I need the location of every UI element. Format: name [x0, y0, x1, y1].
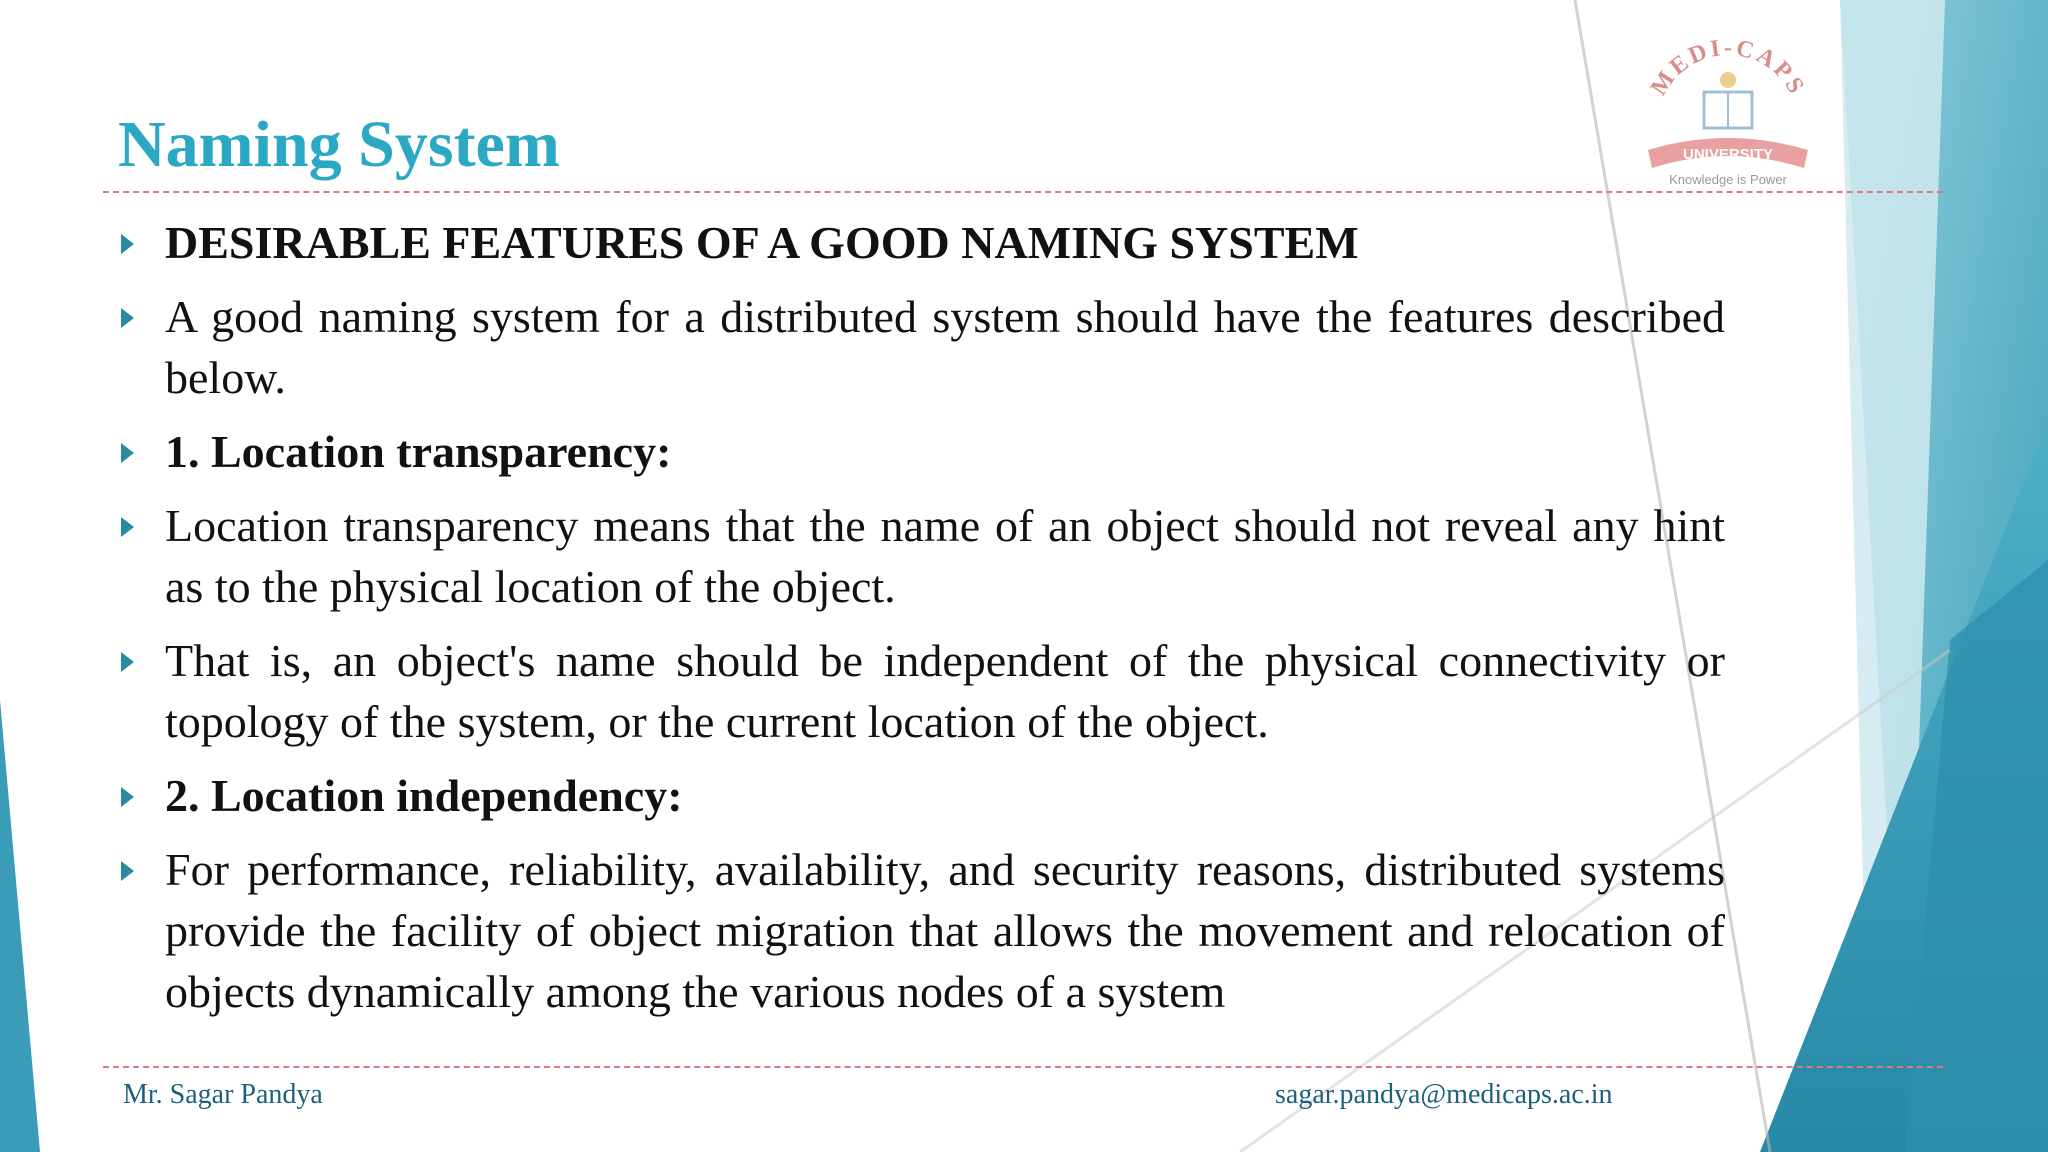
- svg-text:MEDI-CAPS: MEDI-CAPS: [1645, 34, 1811, 101]
- bullet-item: [115, 765, 1725, 826]
- bullet-arrow-icon: [121, 443, 134, 463]
- bullet-arrow-icon: [121, 234, 134, 254]
- svg-text:UNIVERSITY: UNIVERSITY: [1682, 146, 1774, 163]
- bullet-item: [115, 839, 1725, 1022]
- svg-text:Knowledge is Power: Knowledge is Power: [1669, 172, 1787, 187]
- bullet-arrow-icon: [121, 308, 134, 328]
- footer-email: sagar.pandya@medicaps.ac.in: [1275, 1079, 1613, 1110]
- bullet-item: [115, 630, 1725, 752]
- footer-author: Mr. Sagar Pandya: [123, 1079, 323, 1110]
- bullet-item: [115, 212, 1725, 273]
- bullet-item: [115, 421, 1725, 482]
- bullet-arrow-icon: [121, 652, 134, 672]
- bullet-text: A good naming system for a distributed system should have the features described below.: [165, 291, 1725, 403]
- bullet-arrow-icon: [121, 861, 134, 881]
- footer-divider: [103, 1066, 1943, 1068]
- bullet-text: 2. Location independency:: [165, 770, 683, 821]
- bullet-item: [115, 495, 1725, 617]
- left-facet: [0, 700, 40, 1152]
- bullet-text: Location transparency means that the name of an object should not reveal any hint as to the physical location of the object.: [165, 500, 1725, 612]
- bullet-item: [115, 286, 1725, 408]
- medicaps-logo: [1618, 30, 1838, 190]
- bullet-text: For performance, reliability, availability, and security reasons, distributed systems provide the facility of object migration that allows the movement and relocation of objects dynamically among the various nodes of a system: [165, 844, 1725, 1017]
- bullet-text: That is, an object's name should be independent of the physical connectivity or topology of the system, or the current location of the object.: [165, 635, 1725, 747]
- bullet-text: DESIRABLE FEATURES OF A GOOD NAMING SYSTEM: [165, 217, 1359, 268]
- title-divider: [103, 191, 1943, 193]
- bullet-text: 1. Location transparency:: [165, 426, 672, 477]
- bullet-arrow-icon: [121, 517, 134, 537]
- bullet-list: [115, 212, 1725, 1035]
- bullet-arrow-icon: [121, 787, 134, 807]
- slide-title: Naming System: [118, 108, 560, 181]
